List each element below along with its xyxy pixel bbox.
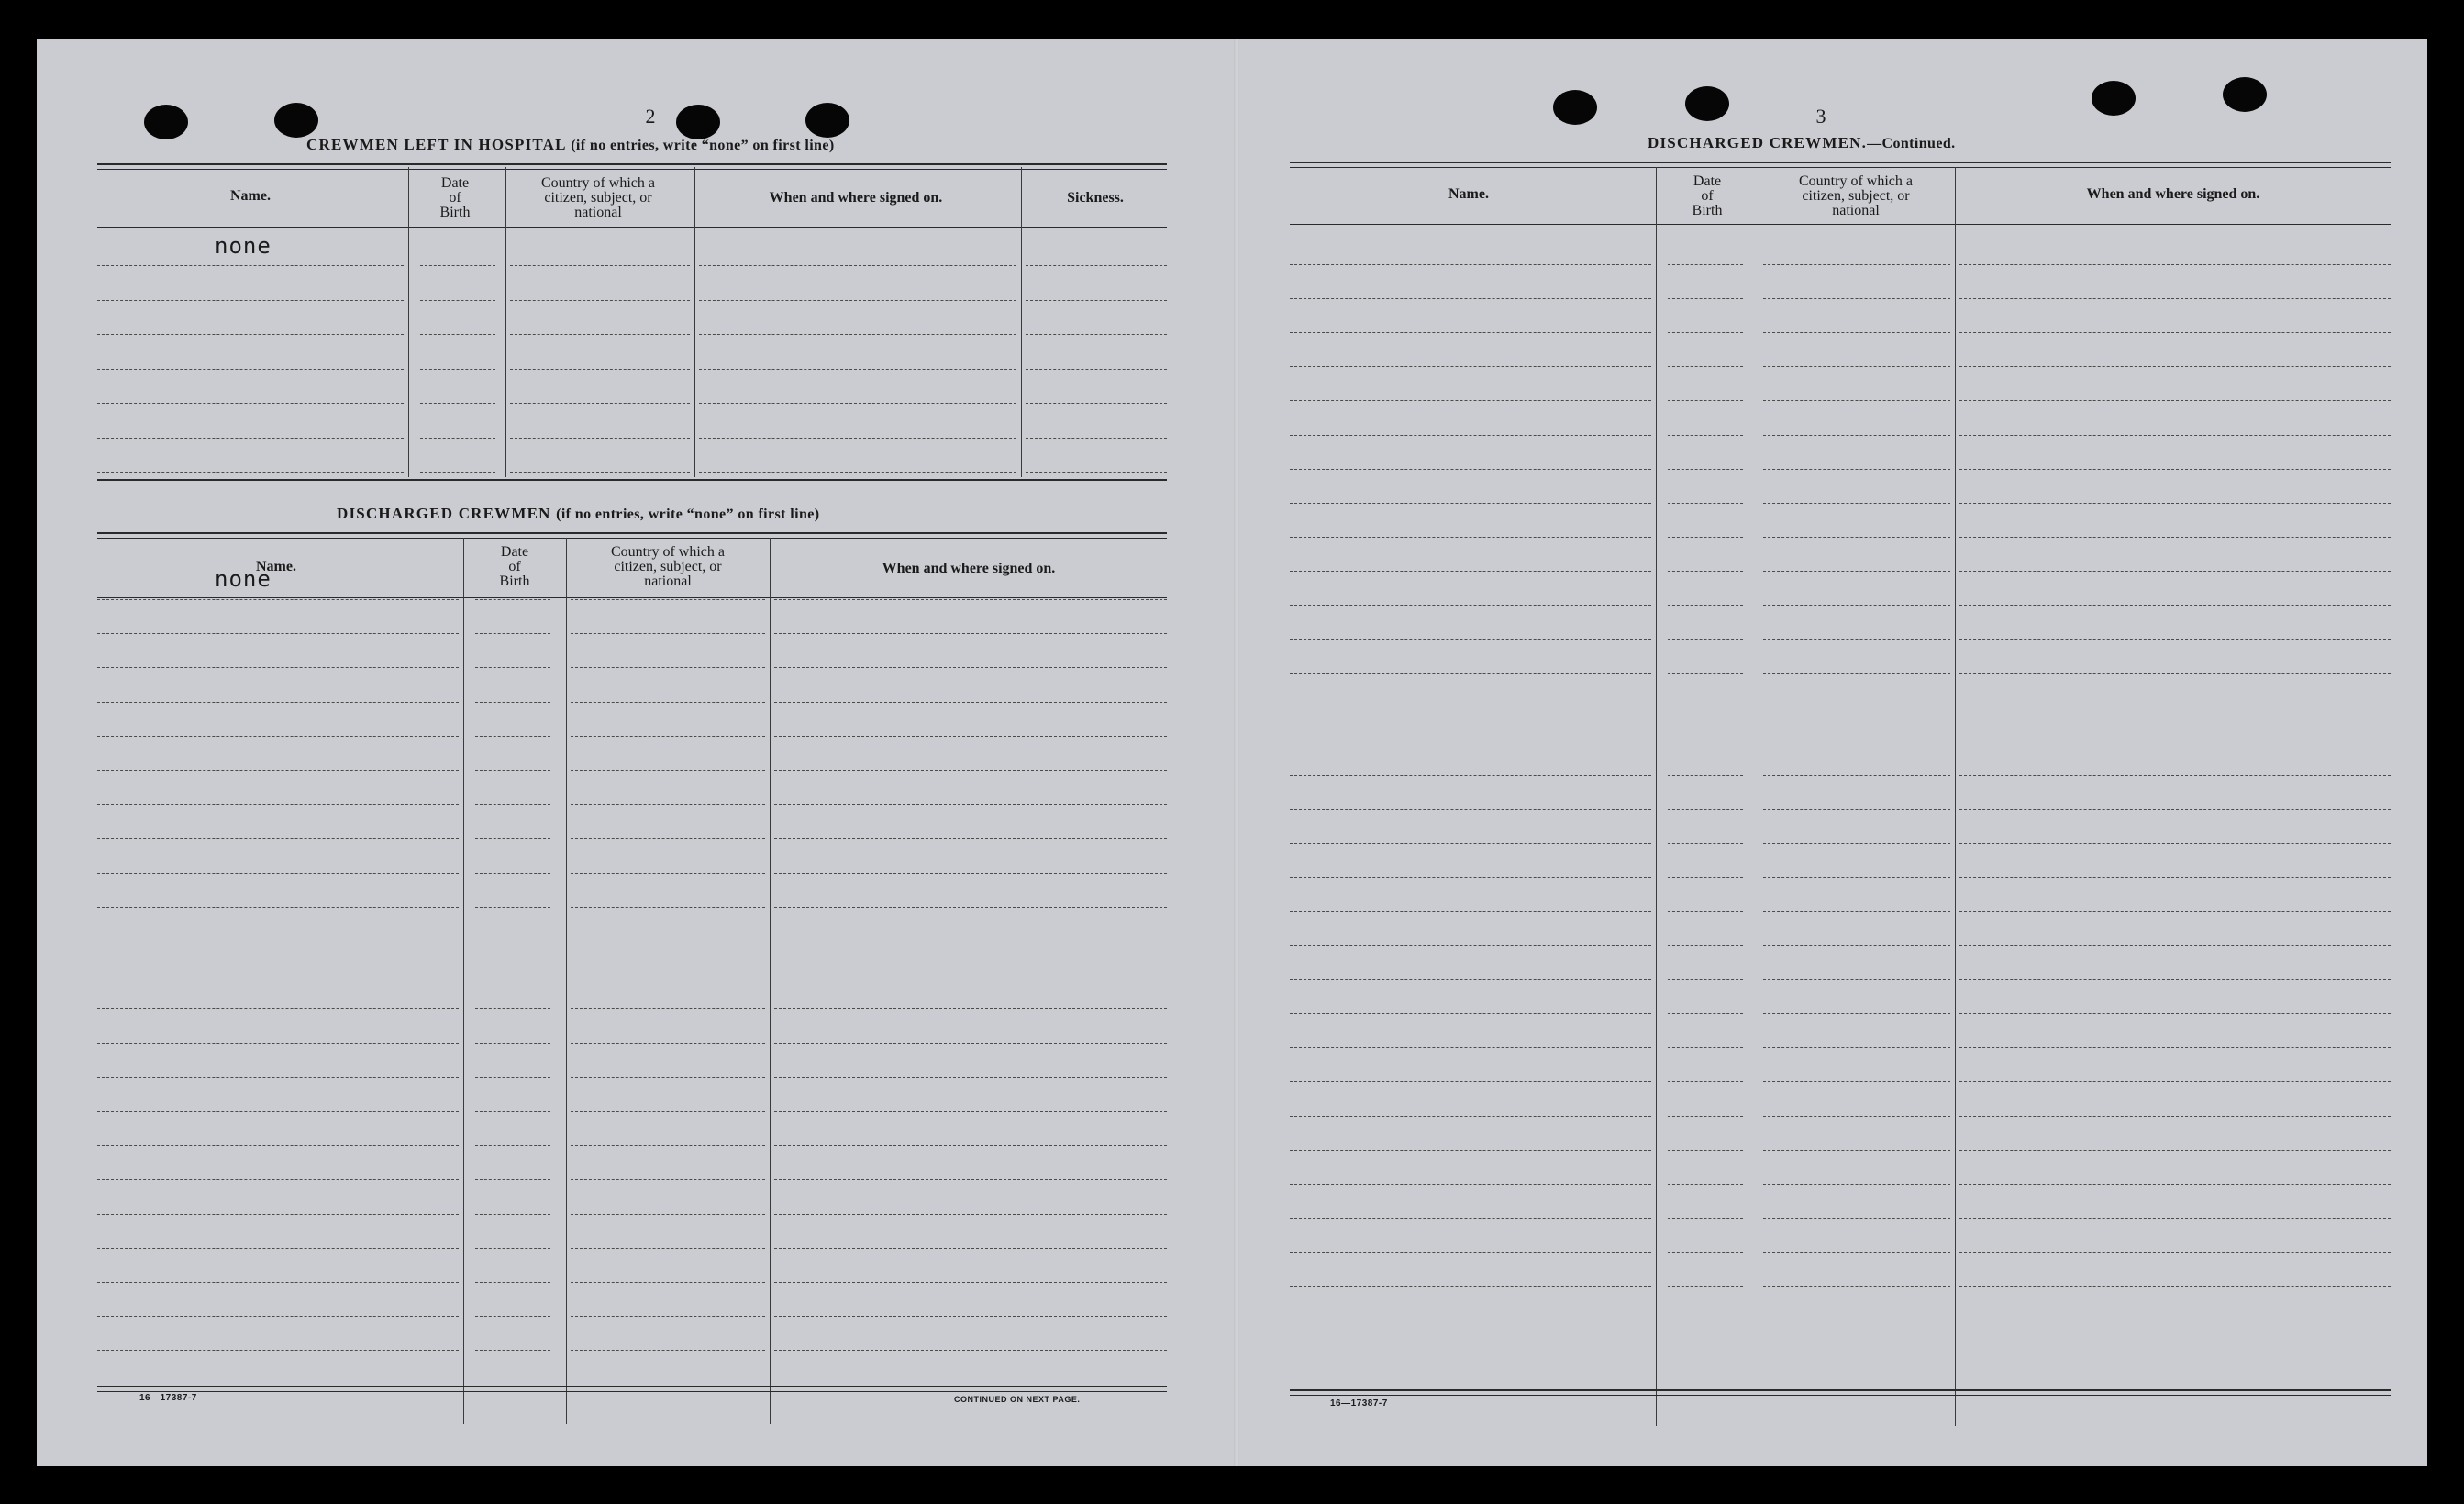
ruled-line [475,599,550,600]
ruled-line [1668,469,1743,470]
ruled-line [1290,1081,1651,1082]
ruled-line [475,1214,550,1215]
ruled-line [475,1145,550,1146]
ruled-line [1959,1047,2391,1048]
ruled-line [475,1043,550,1044]
punch-hole [2223,77,2267,112]
ruled-line [1763,775,1950,776]
ruled-line [97,804,459,805]
ruled-line [475,1077,550,1078]
ruled-line [1959,400,2391,401]
ruled-line [475,1282,550,1283]
column-divider [505,167,506,477]
ruled-line [774,1282,1167,1283]
ruled-line [97,838,459,839]
ruled-line [1763,469,1950,470]
ruled-line [774,1179,1167,1180]
table-bottom-rule [97,479,1167,481]
discharged-subtitle: (if no entries, write “none” on first line) [556,507,820,522]
ruled-line [571,1043,765,1044]
ruled-line [571,667,765,668]
column-header-dob: Date of Birth [439,175,471,220]
column-divider [1021,167,1022,477]
ruled-line [571,804,765,805]
ruled-line [475,633,550,634]
ruled-line [420,300,495,301]
ruled-line [1026,300,1167,301]
ruled-line [699,472,1016,473]
ruled-line [1290,639,1651,640]
ruled-line [774,1350,1167,1351]
ruled-line [1959,911,2391,912]
ruled-line [1290,469,1651,470]
ruled-line [774,1248,1167,1249]
ruled-line [1959,503,2391,504]
ruled-line [1959,1116,2391,1117]
ruled-line [97,702,459,703]
ruled-line [1668,1150,1743,1151]
ruled-line [774,667,1167,668]
ruled-line [1290,1286,1651,1287]
ruled-line [97,1179,459,1180]
ruled-line [97,1350,459,1351]
ruled-line [571,633,765,634]
ruled-line [1959,298,2391,299]
ruled-line [475,736,550,737]
ruled-line [1290,332,1651,333]
ruled-line [1763,1184,1950,1185]
ruled-line [1959,1081,2391,1082]
ruled-line [1959,605,2391,606]
punch-hole [144,105,188,139]
ruled-line [774,770,1167,771]
ruled-line [699,265,1016,266]
ruled-line [1290,979,1651,980]
ruled-line [1763,264,1950,265]
form-number: 16—17387-7 [139,1393,197,1403]
ruled-line [510,265,690,266]
table-top-rule [1290,162,2391,168]
ruled-line [1290,673,1651,674]
ruled-line [699,438,1016,439]
ruled-line [1763,1047,1950,1048]
ruled-line [699,369,1016,370]
ruled-line [97,1214,459,1215]
ruled-line [1290,911,1651,912]
ruled-line [774,1111,1167,1112]
ruled-line [475,1316,550,1317]
punch-hole [2092,81,2136,116]
ruled-line [1959,1252,2391,1253]
section-title [1648,134,1956,152]
ruled-line [475,1111,550,1112]
punch-hole [1553,90,1597,125]
ruled-line [97,1077,459,1078]
ruled-line [1290,775,1651,776]
discharged-title-line [337,505,820,523]
ruled-line [571,1282,765,1283]
ruled-line [420,438,495,439]
ruled-line [1959,877,2391,878]
ruled-line [97,599,459,600]
column-header-name: Name. [1448,186,1489,202]
ruled-line [1763,809,1950,810]
ruled-line [1763,503,1950,504]
ruled-line [571,1145,765,1146]
ruled-line [1763,332,1950,333]
ruled-line [1668,605,1743,606]
ruled-line [1290,877,1651,878]
ruled-line [1959,366,2391,367]
table-top-rule [97,163,1167,170]
ruled-line [774,1043,1167,1044]
ruled-line [475,702,550,703]
ruled-line [1668,775,1743,776]
ruled-line [475,770,550,771]
continued-title-suffix: —Continued. [1867,136,1956,151]
column-header-country: Country of which a citizen, subject, or national [541,175,655,220]
column-header-signed-on: When and where signed on. [882,561,1056,576]
ruled-line [1959,264,2391,265]
ruled-line [571,599,765,600]
ruled-line [699,334,1016,335]
ruled-line [1763,911,1950,912]
ruled-line [1290,843,1651,844]
column-header-name: Name. [230,188,271,204]
column-divider [566,538,567,1424]
ruled-line [1290,1047,1651,1048]
column-header-signed-on: When and where signed on. [2086,186,2260,202]
page-number: 2 [645,105,656,128]
ruled-line [420,334,495,335]
ruled-line [1763,945,1950,946]
page-number: 3 [1815,105,1826,128]
ruled-line [1668,1286,1743,1287]
ruled-line [1668,571,1743,572]
ruled-line [1290,1013,1651,1014]
ruled-line [1959,809,2391,810]
column-header-signed-on: When and where signed on. [769,190,943,206]
ruled-line [97,1282,459,1283]
ruled-line [571,1008,765,1009]
ruled-line [571,1179,765,1180]
header-bottom-rule [1290,224,2391,225]
ruled-line [1959,435,2391,436]
ruled-line [1668,298,1743,299]
ruled-line [1026,472,1167,473]
ruled-line [1959,571,2391,572]
ruled-line [1668,366,1743,367]
ruled-line [1763,605,1950,606]
ruled-line [97,369,404,370]
ruled-line [475,907,550,908]
document-spread [37,39,2427,1466]
ruled-line [1959,469,2391,470]
ruled-line [774,1077,1167,1078]
ruled-line [97,1145,459,1146]
ruled-line [774,1145,1167,1146]
ruled-line [774,873,1167,874]
ruled-line [1668,843,1743,844]
continued-title: DISCHARGED CREWMEN. [1648,134,1868,151]
ruled-line [571,736,765,737]
column-header-name: Name. [256,559,296,574]
ruled-line [420,265,495,266]
ruled-line [1668,639,1743,640]
column-header-country: Country of which a citizen, subject, or national [611,544,725,589]
ruled-line [1763,979,1950,980]
ruled-line [571,1350,765,1351]
punch-hole [274,103,318,138]
discharged-title: DISCHARGED CREWMEN [337,505,551,522]
ruled-line [1763,1013,1950,1014]
ruled-line [1959,979,2391,980]
ruled-line [774,1316,1167,1317]
ruled-line [97,667,459,668]
ruled-line [1290,809,1651,810]
ruled-line [1290,605,1651,606]
column-header-dob: Date of Birth [499,544,530,589]
ruled-line [475,1248,550,1249]
ruled-line [97,770,459,771]
section-title [306,136,835,154]
ruled-line [571,702,765,703]
ruled-line [97,334,404,335]
ruled-line [1959,639,2391,640]
ruled-line [97,265,404,266]
hospital-title: CREWMEN LEFT IN HOSPITAL [306,136,566,153]
ruled-line [1290,1150,1651,1151]
ruled-line [1290,400,1651,401]
ruled-line [1763,843,1950,844]
ruled-line [699,403,1016,404]
ruled-line [1668,537,1743,538]
ruled-line [510,472,690,473]
ruled-line [1959,1218,2391,1219]
ruled-line [1668,1218,1743,1219]
ruled-line [1290,298,1651,299]
punch-hole [676,105,720,139]
ruled-line [475,1179,550,1180]
ruled-line [1959,945,2391,946]
ruled-line [1290,366,1651,367]
ruled-line [97,438,404,439]
ruled-line [1290,1252,1651,1253]
ruled-line [420,369,495,370]
ruled-line [97,472,404,473]
ruled-line [1668,1013,1743,1014]
ruled-line [1959,332,2391,333]
ruled-line [97,1043,459,1044]
ruled-line [1026,438,1167,439]
ruled-line [774,838,1167,839]
ruled-line [571,1248,765,1249]
ruled-line [1026,369,1167,370]
ruled-line [774,702,1167,703]
ruled-line [1959,1013,2391,1014]
column-header-sickness: Sickness. [1067,190,1124,206]
column-divider [463,538,464,1424]
table-bottom-rule [1290,1389,2391,1396]
ruled-line [1959,1184,2391,1185]
ruled-line [571,907,765,908]
ruled-line [1668,911,1743,912]
ruled-line [774,633,1167,634]
ruled-line [571,1077,765,1078]
ruled-line [571,1316,765,1317]
ruled-line [475,667,550,668]
column-divider [1955,167,1956,1426]
ruled-line [1763,877,1950,878]
ruled-line [1959,1286,2391,1287]
ruled-line [1290,435,1651,436]
header-bottom-rule [97,227,1167,228]
ruled-line [1668,877,1743,878]
ruled-line [510,300,690,301]
column-divider [770,538,771,1424]
ruled-line [1668,332,1743,333]
table-bottom-rule [97,1386,1167,1392]
ruled-line [1763,537,1950,538]
ruled-line [510,334,690,335]
ruled-line [1763,1150,1950,1151]
punch-hole [1685,86,1729,121]
ruled-line [1763,1116,1950,1117]
ruled-line [510,403,690,404]
ruled-line [1668,945,1743,946]
ruled-line [1763,639,1950,640]
ruled-line [1290,1218,1651,1219]
ruled-line [1763,673,1950,674]
ruled-line [1668,264,1743,265]
table-top-rule [97,532,1167,539]
ruled-line [774,1008,1167,1009]
ruled-line [97,300,404,301]
punch-hole [805,103,849,138]
ruled-line [1763,1286,1950,1287]
column-divider [694,167,695,477]
ruled-line [510,369,690,370]
ruled-line [1026,403,1167,404]
ruled-line [1959,537,2391,538]
hospital-subtitle: (if no entries, write “none” on first line) [571,138,835,153]
discharged-first-entry: none [215,566,272,592]
ruled-line [571,1111,765,1112]
ruled-line [97,1008,459,1009]
ruled-line [475,1008,550,1009]
ruled-line [1290,503,1651,504]
ruled-line [475,838,550,839]
ruled-line [97,403,404,404]
ruled-line [1959,843,2391,844]
ruled-line [1668,979,1743,980]
ruled-line [1668,1116,1743,1117]
ruled-line [97,633,459,634]
continued-note: CONTINUED ON NEXT PAGE. [954,1395,1081,1404]
ruled-line [97,736,459,737]
ruled-line [1668,809,1743,810]
ruled-line [97,873,459,874]
ruled-line [774,599,1167,600]
ruled-line [1290,1184,1651,1185]
ruled-line [571,1214,765,1215]
ruled-line [97,1248,459,1249]
ruled-line [1668,1081,1743,1082]
ruled-line [1290,571,1651,572]
ruled-line [774,736,1167,737]
column-divider [1656,167,1657,1426]
ruled-line [475,804,550,805]
ruled-line [1026,334,1167,335]
ruled-line [1290,1116,1651,1117]
ruled-line [420,403,495,404]
column-header-dob: Date of Birth [1692,173,1723,218]
ruled-line [1290,945,1651,946]
ruled-line [1668,1184,1743,1185]
ruled-line [774,1214,1167,1215]
ruled-line [1290,537,1651,538]
ruled-line [774,804,1167,805]
ruled-line [1763,400,1950,401]
ruled-line [774,907,1167,908]
ruled-line [97,907,459,908]
ruled-line [1959,775,2391,776]
ruled-line [1763,1081,1950,1082]
ruled-line [1763,1252,1950,1253]
ruled-line [97,1316,459,1317]
page-fold [1234,39,1239,1466]
form-number: 16—17387-7 [1330,1398,1388,1409]
ruled-line [1763,298,1950,299]
column-header-country: Country of which a citizen, subject, or national [1799,173,1913,218]
ruled-line [571,873,765,874]
ruled-line [1668,1047,1743,1048]
ruled-line [1763,435,1950,436]
ruled-line [1668,1252,1743,1253]
ruled-line [1026,265,1167,266]
ruled-line [475,873,550,874]
ruled-line [420,472,495,473]
ruled-line [475,1350,550,1351]
ruled-line [510,438,690,439]
ruled-line [1668,435,1743,436]
ruled-line [1668,503,1743,504]
ruled-line [1668,673,1743,674]
column-divider [408,167,409,477]
ruled-line [1290,264,1651,265]
ruled-line [1959,673,2391,674]
ruled-line [1959,1150,2391,1151]
ruled-line [1763,366,1950,367]
ruled-line [571,770,765,771]
header-bottom-rule [97,597,1167,598]
ruled-line [1763,1218,1950,1219]
ruled-line [571,838,765,839]
ruled-line [1668,400,1743,401]
ruled-line [699,300,1016,301]
hospital-first-entry: none [215,233,272,259]
ruled-line [1763,571,1950,572]
ruled-line [97,1111,459,1112]
